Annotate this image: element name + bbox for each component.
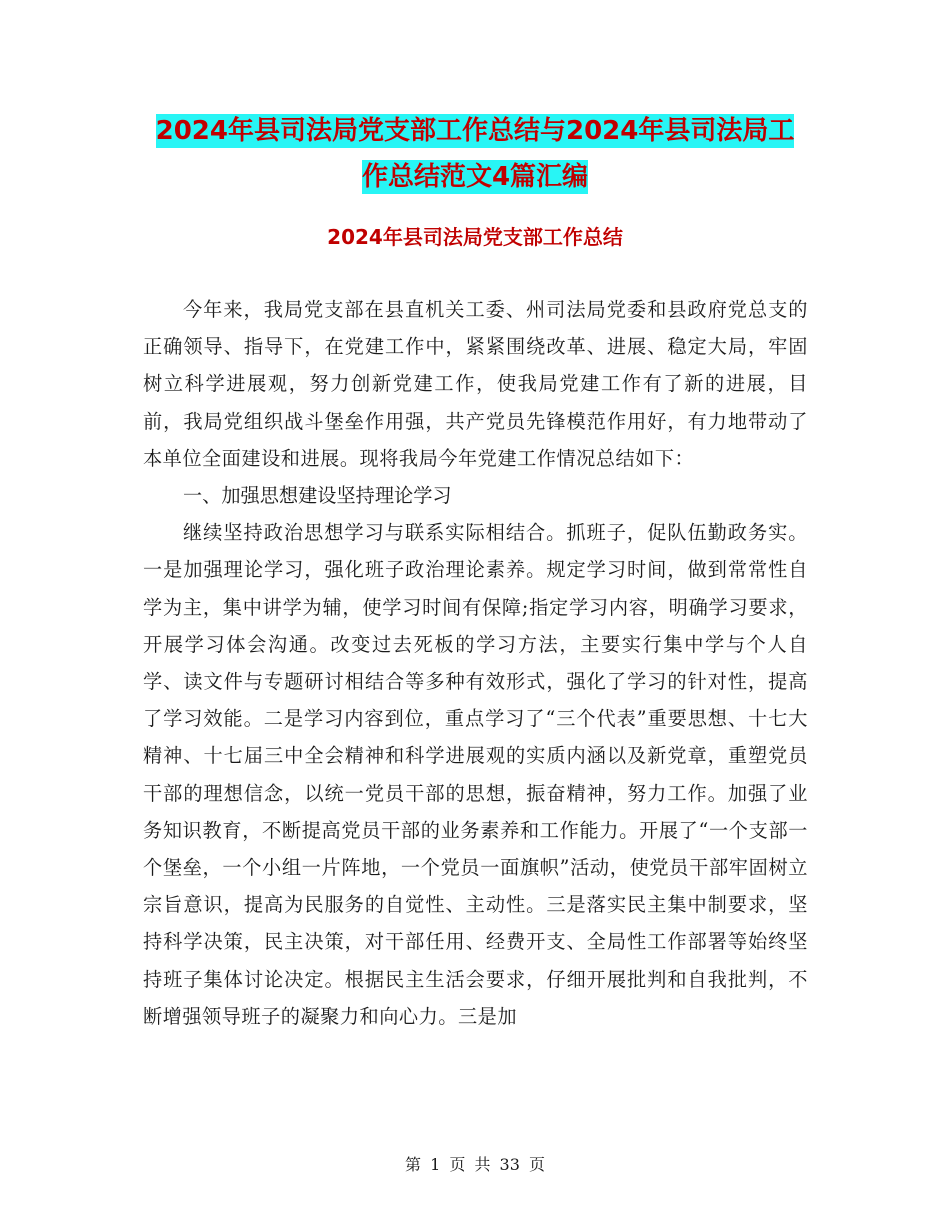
page-footer: 第 1 页 共 33 页 xyxy=(405,1155,545,1174)
document-title xyxy=(0,108,950,200)
body-paragraph-1: 今年来，我局党支部在县直机关工委、州司法局党委和县政府党总支的正确领导、指导下，在党建工作中，紧紧围绕改革、进展、稳定大局，牢固树立科学进展观，努力创新党建工作，使我局党建工作有了新的进展，目前，我局党组织战斗堡垒作用强，共产党员先锋模范作用好，有力地带动了本单位全面建设和进展。现将我局今年党建工作情况总结如下： xyxy=(143,298,808,470)
document-body xyxy=(143,291,808,1035)
document-title-line-2: 作总结范文4篇汇编 xyxy=(361,162,589,192)
body-paragraph-2: 继续坚持政治思想学习与联系实际相结合。抓班子，促队伍勤政务实。一是加强理论学习，强化班子政治理论素养。规定学习时间，做到常常性自学为主，集中讲学为辅，使学习时间有保障;指定学习内容，明确学习要求，开展学习体会沟通。改变过去死板的学习方法，主要实行集中学与个人自学、读文件与专题研讨相结合等多种有效形式，强化了学习的针对性，提高了学习效能。二是学习内容到位，重点学习了“三个代表”重要思想、十七大精神、十七届三中全会精神和科学进展观的实质内涵以及新党章，重塑党员干部的理想信念，以统一党员干部的思想，振奋精神，努力工作。加强了业务知识教育，不断提高党员干部的业务素养和工作能力。开展了“一个支部一个堡垒，一个小组一片阵地，一个党员一面旗帜”活动，使党员干部牢固树立宗旨意识，提高为民服务的自觉性、主动性。三是落实民主集中制要求，坚持科学决策，民主决策，对干部任用、经费开支、全局性工作部署等始终坚持班子集体讨论决定。根据民主生活会要求，仔细开展批判和自我批判，不断增强领导班子的凝聚力和向心力。三是加 xyxy=(143,521,808,1028)
subheading-1: 一、加强思想建设坚持理论学习 xyxy=(183,484,452,508)
section-title: 2024年县司法局党支部工作总结 xyxy=(327,225,623,249)
document-title-line-1: 2024年县司法局党支部工作总结与2024年县司法局工 xyxy=(155,116,795,146)
